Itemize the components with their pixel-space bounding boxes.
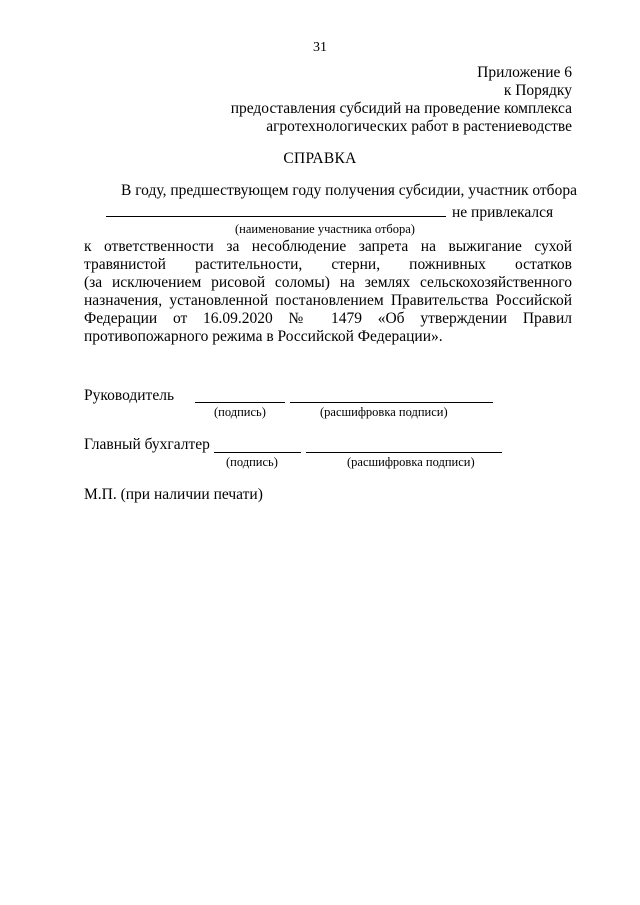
stamp-note: М.П. (при наличии печати) [84,486,263,503]
intro-text: В году, предшествующем году получения субсидии, участник отбора [121,182,577,199]
accountant-signature-field[interactable] [214,452,301,453]
page-number: 31 [313,40,327,55]
accountant-decoding-field[interactable] [306,452,502,453]
accountant-label: Главный бухгалтер [84,436,210,453]
participant-suffix: не привлекался [452,204,554,221]
annex-line-2: к Порядку [503,82,572,99]
head-signature-caption: (подпись) [214,405,266,419]
body-line: травянистой растительности, стерни, пожнивных остатков [84,256,572,273]
body-line: Федерации от 16.09.2020 № 1479 «Об утверждении Правил [84,310,572,327]
annex-line-3: предоставления субсидий на проведение комплекса [230,100,572,117]
body-paragraph [84,238,572,346]
head-decoding-field[interactable] [290,402,493,403]
document-title: СПРАВКА [283,150,357,167]
participant-caption: (наименование участника отбора) [235,222,415,236]
body-line: (за исключением рисовой соломы) на землях сельскохозяйственного [84,274,572,291]
participant-line [106,203,553,222]
annex-header [231,64,572,136]
head-decoding-caption: (расшифровка подписи) [320,405,448,419]
head-signature-field[interactable] [195,402,285,403]
annex-line-1: Приложение 6 [477,64,572,81]
annex-line-4: агротехнологических работ в растениеводстве [266,118,572,135]
body-line: назначения, установленной постановлением Правительства Российской [84,292,572,309]
accountant-signature-caption: (подпись) [226,455,278,469]
head-label: Руководитель [84,387,175,404]
body-line: к ответственности за несоблюдение запрета на выжигание сухой [84,238,572,255]
participant-name-field[interactable] [106,203,446,217]
body-line: противопожарного режима в Российской Федерации». [84,328,443,345]
accountant-decoding-caption: (расшифровка подписи) [347,455,475,469]
